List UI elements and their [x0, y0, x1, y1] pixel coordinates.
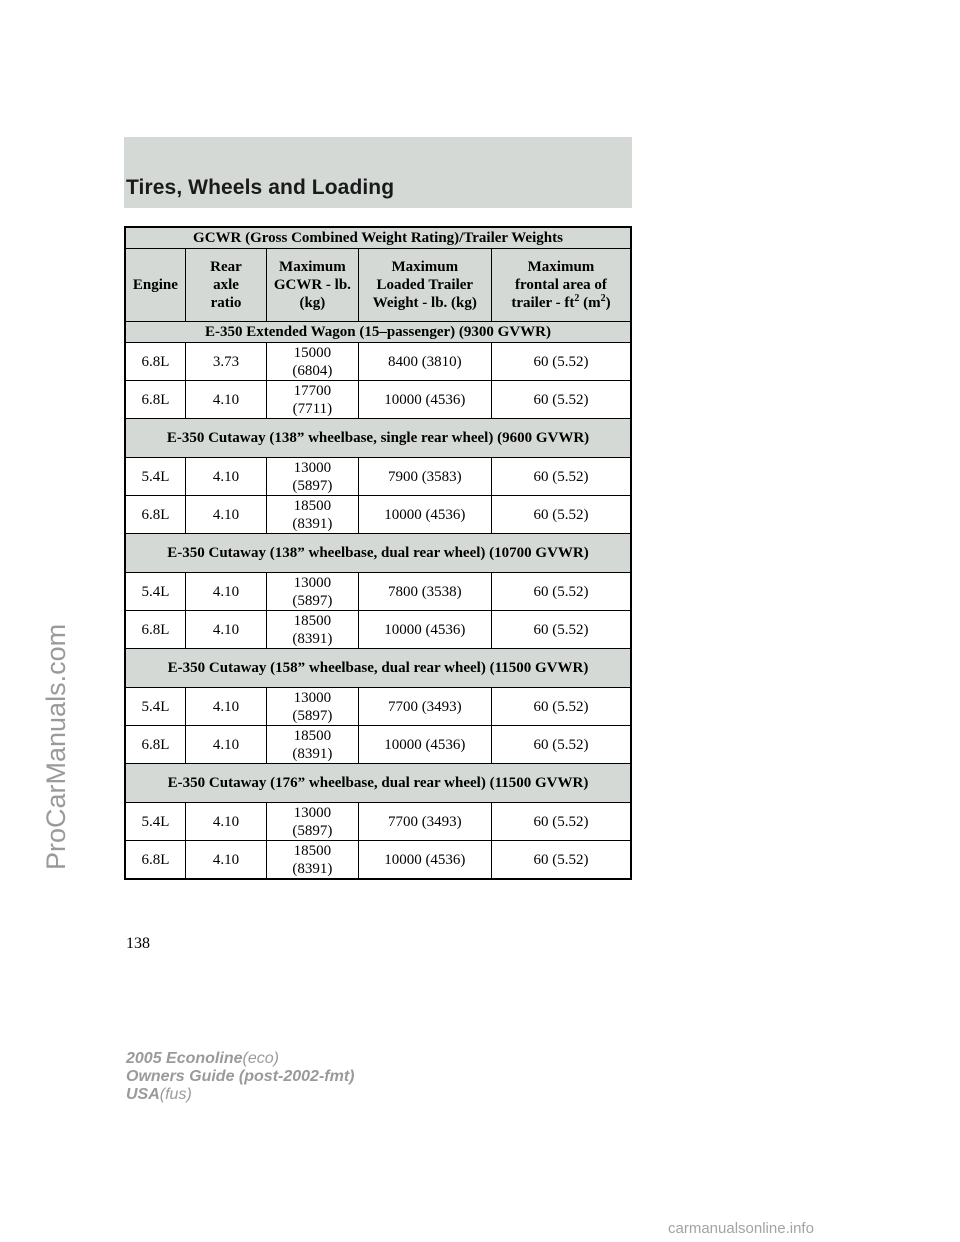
max-gcwr-cell: 13000 (5897) — [267, 803, 359, 841]
max-trailer-weight-cell: 7900 (3583) — [358, 458, 491, 496]
col-header-axle-ratio: Rear axle ratio — [185, 249, 266, 322]
table-title: GCWR (Gross Combined Weight Rating)/Trailer Weights — [125, 227, 631, 249]
engine-cell: 5.4L — [125, 458, 185, 496]
axle-ratio-cell: 4.10 — [185, 573, 266, 611]
axle-ratio-cell: 4.10 — [185, 726, 266, 764]
section-title: Tires, Wheels and Loading — [126, 176, 395, 199]
col-header-max-gcwr: Maximum GCWR - lb. (kg) — [267, 249, 359, 322]
engine-cell: 6.8L — [125, 841, 185, 880]
max-gcwr-cell: 18500 (8391) — [267, 611, 359, 649]
axle-ratio-cell: 4.10 — [185, 381, 266, 419]
max-frontal-area-cell: 60 (5.52) — [491, 343, 631, 381]
section-header-row — [125, 419, 631, 458]
section-title: E-350 Cutaway (138” wheelbase, dual rear wheel) (10700 GVWR) — [125, 534, 631, 573]
bottom-watermark: carmanualsonline.info — [668, 1220, 814, 1237]
max-gcwr-cell: 18500 (8391) — [267, 841, 359, 880]
max-trailer-weight-cell: 10000 (4536) — [358, 496, 491, 534]
max-frontal-area-cell: 60 (5.52) — [491, 496, 631, 534]
max-trailer-weight-cell: 10000 (4536) — [358, 611, 491, 649]
section-title: E-350 Cutaway (158” wheelbase, dual rear wheel) (11500 GVWR) — [125, 649, 631, 688]
table-title-row — [125, 227, 631, 249]
column-header-row — [125, 249, 631, 322]
engine-cell: 6.8L — [125, 381, 185, 419]
table-row — [125, 381, 631, 419]
col-header-max-trailer-weight: Maximum Loaded Trailer Weight - lb. (kg) — [358, 249, 491, 322]
section-header-row — [125, 322, 631, 343]
max-frontal-area-cell: 60 (5.52) — [491, 573, 631, 611]
engine-cell: 6.8L — [125, 343, 185, 381]
max-trailer-weight-cell: 7800 (3538) — [358, 573, 491, 611]
table-row — [125, 726, 631, 764]
max-frontal-area-cell: 60 (5.52) — [491, 726, 631, 764]
table-row — [125, 611, 631, 649]
col-header-engine: Engine — [125, 249, 185, 322]
section-title: E-350 Extended Wagon (15–passenger) (9300 GVWR) — [125, 322, 631, 343]
axle-ratio-cell: 3.73 — [185, 343, 266, 381]
side-watermark: ProCarManuals.com — [41, 623, 71, 870]
axle-ratio-cell: 4.10 — [185, 458, 266, 496]
max-gcwr-cell: 15000 (6804) — [267, 343, 359, 381]
axle-ratio-cell: 4.10 — [185, 803, 266, 841]
gcwr-trailer-weights-table — [124, 226, 632, 880]
table-row — [125, 496, 631, 534]
axle-ratio-cell: 4.10 — [185, 841, 266, 880]
section-title: E-350 Cutaway (138” wheelbase, single rear wheel) (9600 GVWR) — [125, 419, 631, 458]
max-trailer-weight-cell: 7700 (3493) — [358, 803, 491, 841]
section-header-row — [125, 534, 631, 573]
section-header-row — [125, 649, 631, 688]
max-gcwr-cell: 18500 (8391) — [267, 726, 359, 764]
max-gcwr-cell: 13000 (5897) — [267, 573, 359, 611]
max-trailer-weight-cell: 10000 (4536) — [358, 381, 491, 419]
max-gcwr-cell: 18500 (8391) — [267, 496, 359, 534]
axle-ratio-cell: 4.10 — [185, 611, 266, 649]
max-frontal-area-cell: 60 (5.52) — [491, 458, 631, 496]
max-gcwr-cell: 13000 (5897) — [267, 458, 359, 496]
section-header-row — [125, 764, 631, 803]
max-trailer-weight-cell: 10000 (4536) — [358, 841, 491, 880]
max-gcwr-cell: 13000 (5897) — [267, 688, 359, 726]
max-frontal-area-cell: 60 (5.52) — [491, 803, 631, 841]
page-number: 138 — [126, 935, 150, 952]
col-header-max-frontal-area: Maximum frontal area of trailer - $ft^2$ $(m^2)$ — [491, 249, 631, 322]
engine-cell: 5.4L — [125, 688, 185, 726]
max-trailer-weight-cell: 10000 (4536) — [358, 726, 491, 764]
document-footer: 2005 Econoline(eco) Owners Guide (post-2002-fmt) USA(fus) — [126, 1050, 355, 1103]
table-row — [125, 573, 631, 611]
table-row — [125, 841, 631, 880]
engine-cell: 5.4L — [125, 803, 185, 841]
engine-cell: 6.8L — [125, 496, 185, 534]
engine-cell: 6.8L — [125, 611, 185, 649]
max-frontal-area-cell: 60 (5.52) — [491, 611, 631, 649]
table-row — [125, 343, 631, 381]
max-gcwr-cell: 17700 (7711) — [267, 381, 359, 419]
engine-cell: 5.4L — [125, 573, 185, 611]
max-frontal-area-cell: 60 (5.52) — [491, 688, 631, 726]
max-frontal-area-cell: 60 (5.52) — [491, 841, 631, 880]
axle-ratio-cell: 4.10 — [185, 496, 266, 534]
table-row — [125, 688, 631, 726]
axle-ratio-cell: 4.10 — [185, 688, 266, 726]
section-title: E-350 Cutaway (176” wheelbase, dual rear wheel) (11500 GVWR) — [125, 764, 631, 803]
table-row — [125, 803, 631, 841]
table-row — [125, 458, 631, 496]
max-trailer-weight-cell: 7700 (3493) — [358, 688, 491, 726]
engine-cell: 6.8L — [125, 726, 185, 764]
max-frontal-area-cell: 60 (5.52) — [491, 381, 631, 419]
max-trailer-weight-cell: 8400 (3810) — [358, 343, 491, 381]
